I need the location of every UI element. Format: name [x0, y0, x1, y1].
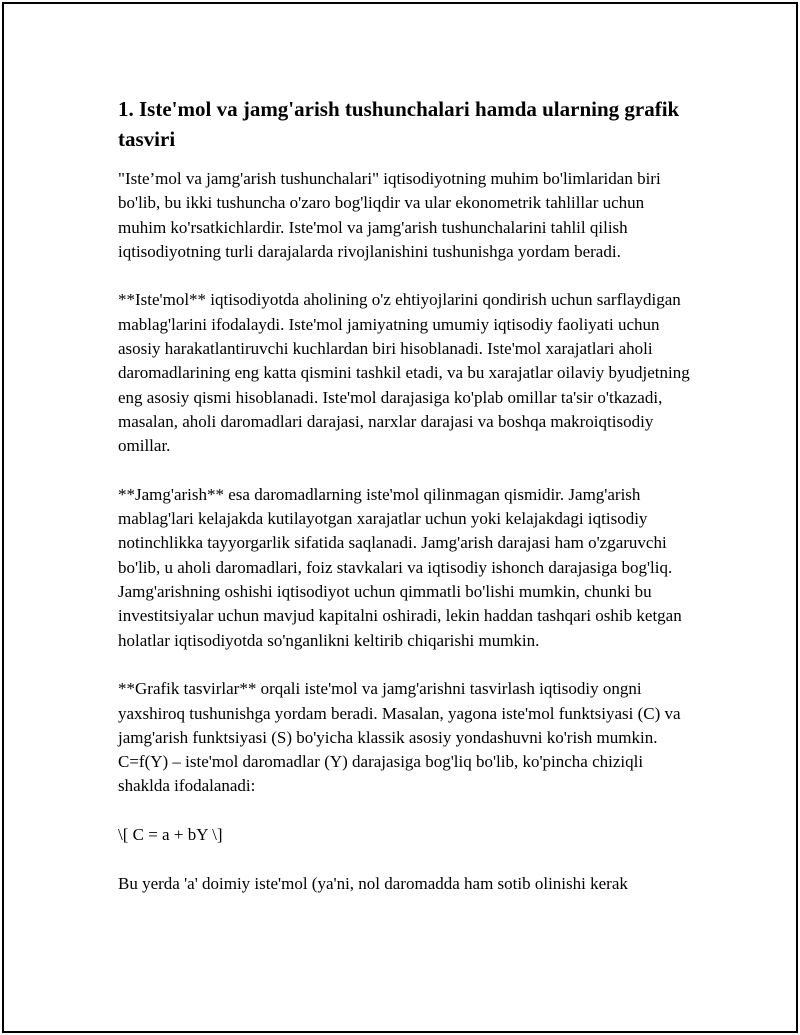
paragraph-grafik: **Grafik tasvirlar** orqali iste'mol va jamg'arishni tasvirlash iqtisodiy ongni yaxshiroq tushunishga yordam beradi. Masalan, yagona iste'mol funktsiyasi (C) va jamg'arish funktsiyasi (S) bo'yicha klassik asosiy yondashuvni ko'rish mumkin. C=f(Y) – iste'mol daromadlar (Y) darajasiga bog'liq bo'lib, ko'pincha chiziqli shaklda ifodalanadi:: [118, 679, 681, 796]
section-heading: 1. Iste'mol va jamg'arish tushunchalari hamda ularning grafik tasviri: [118, 97, 680, 151]
formula: \[ C = a + bY \]: [118, 825, 223, 845]
paragraph-istemol: **Iste'mol** iqtisodiyotda aholining o'z ehtiyojlarini qondirish uchun sarflaydigan mablag'larini ifodalaydi. Iste'mol jamiyatning umumiy iqtisodiy faoliyati uchun asosiy harakatlantiruvchi kuchlardan biri hisoblanadi. Iste'mol xarajatlari aholi daromadlarining eng katta qismini tashkil etadi, va bu xarajatlar oilaviy byudjetning eng asosiy qismi hisoblanadi. Iste'mol darajasiga ko'plab omillar ta'sir o'tkazadi, masalan, aholi daromadlari darajasi, narxlar darajasi va boshqa makroiqtisodiy omillar.: [118, 290, 690, 456]
paragraph-intro: "Iste’mol va jamg'arish tushunchalari" iqtisodiyotning muhim bo'limlaridan biri bo'lib, bu ikki tushuncha o'zaro bog'liqdir va ular ekonometrik tahlillar uchun muhim ko'rsatkichlardir. Iste'mol va jamg'arish tushunchalarini tahlil qilish iqtisodiyotning turli darajalarda rivojlanishini tushunishga yordam beradi.: [118, 169, 661, 261]
paragraph-jamgarish: **Jamg'arish** esa daromadlarning iste'mol qilinmagan qismidir. Jamg'arish mablag'lari kelajakda kutilayotgan xarajatlar uchun yoki kelajakdagi iqtisodiy notinchlikka tayyorgarlik sifatida saqlanadi. Jamg'arish darajasi ham o'zgaruvchi bo'lib, u aholi daromadlari, foiz stavkalari va iqtisodiy ishonch darajasiga bog'liq. Jamg'arishning oshishi iqtisodiyot uchun qimmatli bo'lishi mumkin, chunki bu investitsiyalar uchun mavjud kapitalni oshiradi, lekin haddan tashqari oshib ketgan holatlar iqtisodiyotda so'nganlikni keltirib chiqarishi mumkin.: [118, 484, 682, 650]
paragraph-last: Bu yerda 'a' doimiy iste'mol (ya'ni, nol daromadda ham sotib olinishi kerak: [118, 873, 628, 893]
document-body: [118, 94, 693, 920]
